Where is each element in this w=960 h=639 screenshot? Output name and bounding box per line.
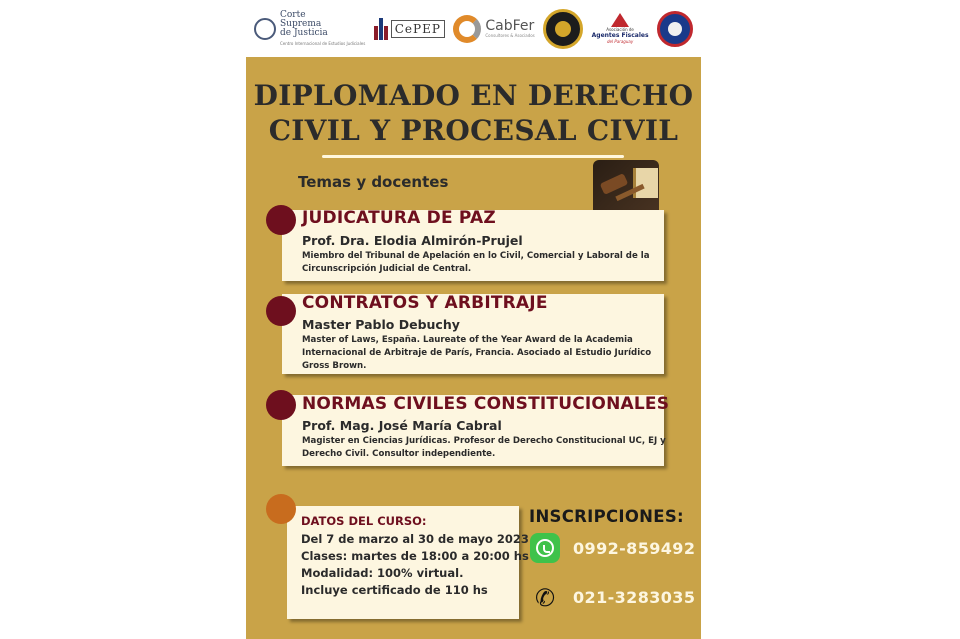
course-title: DATOS DEL CURSO: <box>301 514 427 528</box>
logo-agentes-fiscales <box>592 13 649 44</box>
course-bullet <box>266 494 296 524</box>
course-certificate: Incluye certificado de 110 hs <box>301 583 488 597</box>
book-icon <box>633 168 658 198</box>
phone-icon: ✆ <box>534 584 556 612</box>
logo-cabfer <box>453 15 534 43</box>
corte-seal-icon <box>254 18 276 40</box>
bio-line: Gross Brown. <box>302 361 367 371</box>
bio-line: Internacional de Arbitraje de París, Francia. Asociado al Estudio Jurídico <box>302 348 652 358</box>
bio-line: Miembro del Tribunal de Apelación en lo Civil, Comercial y Laboral de la <box>302 251 650 261</box>
topic-bio-1 <box>302 250 650 276</box>
logo-bar <box>246 0 701 57</box>
topic-bullet-1 <box>266 205 296 235</box>
university-seal-icon <box>657 11 693 47</box>
cabfer-subtitle: Consultores & Asociados <box>485 33 535 38</box>
bio-line: Master of Laws, España. Laureate of the Year Award de la Academia <box>302 335 633 345</box>
cabfer-name: CabFer <box>485 18 535 34</box>
topic-title-3: NORMAS CIVILES CONSTITUCIONALES <box>302 394 670 414</box>
course-modality: Modalidad: 100% virtual. <box>301 566 464 580</box>
title-underline <box>322 155 624 158</box>
poster-title-line-1: DIPLOMADO EN DERECHO <box>253 79 694 112</box>
cepep-name: CePEP <box>391 20 445 38</box>
topic-bullet-3 <box>266 390 296 420</box>
magistrates-seal-icon <box>543 9 583 49</box>
cepep-mark-icon <box>374 18 388 40</box>
corte-subtitle: Centro Internacional de Estudios Judiciales <box>280 41 366 46</box>
bio-line: Circunscripción Judicial de Central. <box>302 264 472 274</box>
inscriptions-title: INSCRIPCIONES: <box>529 507 684 526</box>
logo-cepep <box>374 18 445 40</box>
corte-line-1: Corte <box>280 10 306 20</box>
whatsapp-number[interactable]: 0992-859492 <box>573 539 696 558</box>
poster-title-line-2: CIVIL Y PROCESAL CIVIL <box>268 114 679 147</box>
bio-line: Magister en Ciencias Jurídicas. Profesor de Derecho Constitucional UC, EJ y <box>302 436 666 446</box>
aaf-sub: del Paraguay <box>606 39 634 44</box>
topic-bio-2 <box>302 334 651 373</box>
bio-line: Derecho Civil. Consultor independiente. <box>302 449 496 459</box>
course-schedule: Clases: martes de 18:00 a 20:00 hs <box>301 549 529 563</box>
topic-title-2: CONTRATOS Y ARBITRAJE <box>302 293 548 313</box>
topic-bio-3 <box>302 435 666 461</box>
cabfer-mark-icon <box>453 15 481 43</box>
topic-title-1: JUDICATURA DE PAZ <box>302 208 496 228</box>
corte-line-3: de Justicia <box>280 28 328 38</box>
topic-bullet-2 <box>266 296 296 326</box>
course-dates: Del 7 de marzo al 30 de mayo 2023 <box>301 532 529 546</box>
aaf-name: Agentes Fiscales <box>591 32 649 39</box>
aaf-top: Asociación de <box>606 27 634 32</box>
corte-line-2: Suprema <box>280 19 322 29</box>
topic-teacher-3: Prof. Mag. José María Cabral <box>302 418 502 433</box>
logo-corte-suprema <box>254 11 365 46</box>
topic-teacher-2: Master Pablo Debuchy <box>302 317 460 332</box>
whatsapp-icon <box>530 533 560 563</box>
topic-teacher-1: Prof. Dra. Elodia Almirón-Prujel <box>302 233 523 248</box>
aaf-mark-icon <box>611 13 629 27</box>
section-heading: Temas y docentes <box>298 173 449 191</box>
phone-number[interactable]: 021-3283035 <box>573 588 696 607</box>
